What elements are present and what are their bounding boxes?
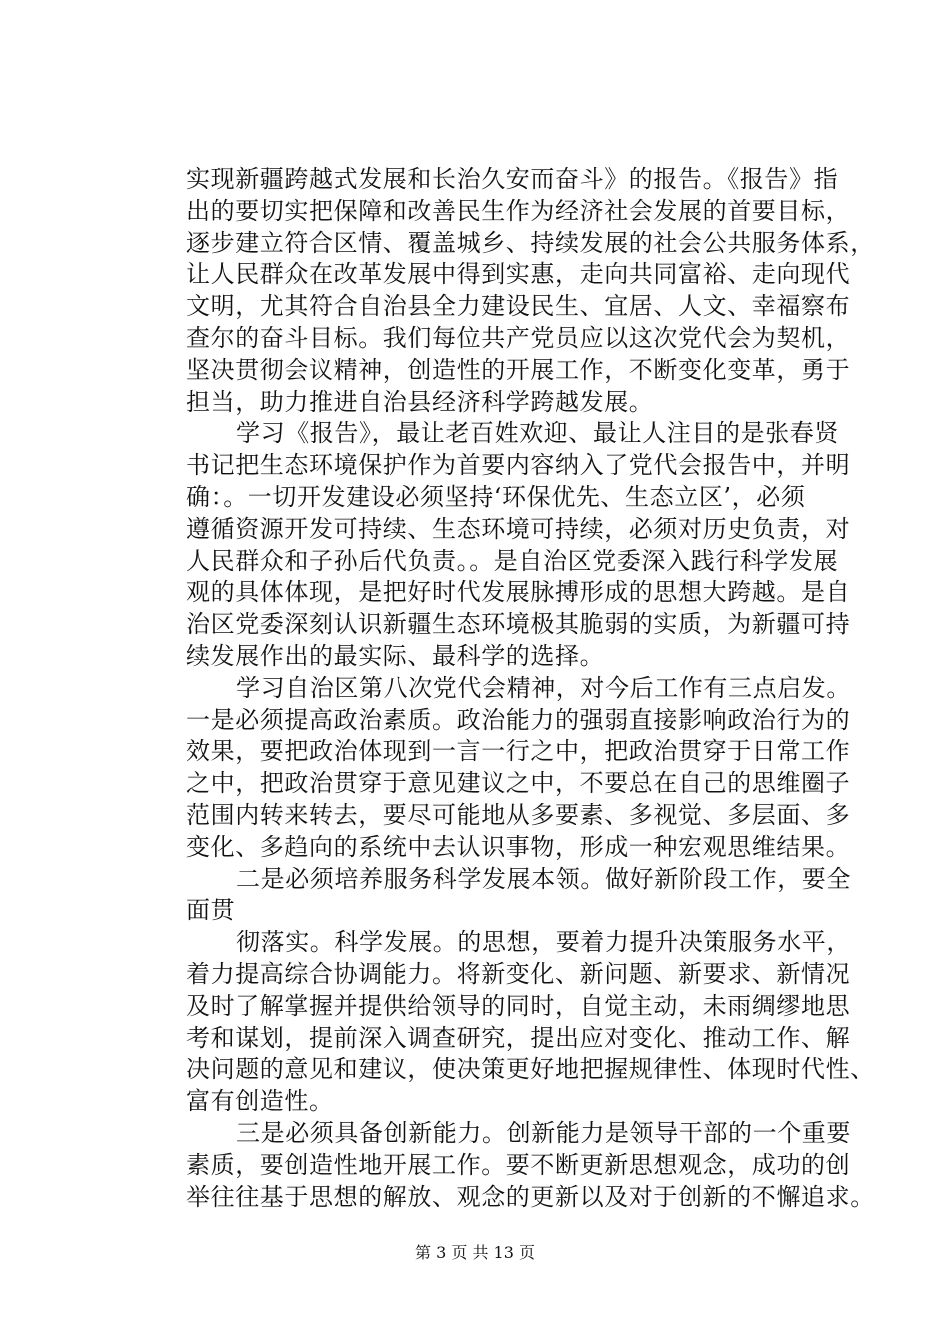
paragraph-start-line: 彻落实。科学发展。的思想，要着力提升决策服务水平，	[236, 928, 851, 957]
paragraph-start-line: 学习自治区第八次党代会精神，对今后工作有三点启发。	[236, 673, 851, 702]
text-line: 素质，要创造性地开展工作。要不断更新思想观念，成功的创	[186, 1150, 851, 1179]
page-number-footer: 第 3 页 共 13 页	[415, 1243, 535, 1262]
text-line: 效果，要把政治体现到一言一行之中，把政治贯穿于日常工作	[186, 737, 851, 766]
text-line: 担当，助力推进自治县经济科学跨越发展。	[186, 387, 654, 416]
text-line: 一是必须提高政治素质。政治能力的强弱直接影响政治行为的	[186, 705, 851, 734]
text-line: 举往往基于思想的解放、观念的更新以及对于创新的不懈追求。	[186, 1182, 875, 1211]
document-body	[186, 164, 875, 1213]
text-line: 坚决贯彻会议精神，创造性的开展工作，不断变化变革，勇于	[186, 355, 851, 384]
text-line: 文明，尤其符合自治县全力建设民生、宜居、人文、幸福察布	[186, 292, 851, 321]
text-line: 治区党委深刻认识新疆生态环境极其脆弱的实质，为新疆可持	[186, 610, 851, 639]
paragraph-start-line: 二是必须培养服务科学发展本领。做好新阶段工作，要全	[236, 864, 851, 893]
text-line: 富有创造性。	[186, 1087, 334, 1116]
text-line: 之中，把政治贯穿于意见建议之中，不要总在自己的思维圈子	[186, 769, 851, 798]
text-line: 逐步建立符合区情、覆盖城乡、持续发展的社会公共服务体系，	[186, 228, 875, 257]
text-line: 出的要切实把保障和改善民生作为经济社会发展的首要目标，	[186, 196, 851, 225]
text-line: 遵循资源开发可持续、生态环境可持续，必须对历史负责，对	[186, 514, 851, 543]
text-line: 考和谋划，提前深入调查研究，提出应对变化、推动工作、解	[186, 1023, 851, 1052]
text-line: 范围内转来转去，要尽可能地从多要素、多视觉、多层面、多	[186, 800, 851, 829]
text-line: 人民群众和子孙后代负责。。是自治区党委深入践行科学发展	[186, 546, 839, 575]
text-line: 实现新疆跨越式发展和长治久安而奋斗》的报告。《报告》指	[186, 165, 839, 193]
text-line: 确：。一切开发建设必须坚持‘环保优先、生态立区’，必须	[186, 482, 806, 511]
text-line: 书记把生态环境保护作为首要内容纳入了党代会报告中，并明	[186, 451, 851, 480]
text-line: 变化、多趋向的系统中去认识事物，形成一种宏观思维结果。	[186, 832, 851, 861]
text-line: 着力提高综合协调能力。将新变化、新问题、新要求、新情况	[186, 959, 851, 988]
text-line: 及时了解掌握并提供给领导的同时，自觉主动，未雨绸缪地思	[186, 991, 851, 1020]
text-line: 续发展作出的最实际、最科学的选择。	[186, 641, 605, 670]
paragraph-start-line: 三是必须具备创新能力。创新能力是领导干部的一个重要	[236, 1118, 851, 1147]
text-line: 让人民群众在改革发展中得到实惠，走向共同富裕、走向现代	[186, 260, 851, 289]
text-line: 查尔的奋斗目标。我们每位共产党员应以这次党代会为契机，	[186, 323, 851, 352]
text-line: 决问题的意见和建议，使决策更好地把握规律性、体现时代性、	[186, 1055, 875, 1084]
text-line: 面贯	[186, 896, 236, 925]
paragraph-start-line: 学习《报告》，最让老百姓欢迎、最让人注目的是张春贤	[236, 419, 839, 448]
text-line: 观的具体体现，是把好时代发展脉搏形成的思想大跨越。是自	[186, 578, 851, 607]
